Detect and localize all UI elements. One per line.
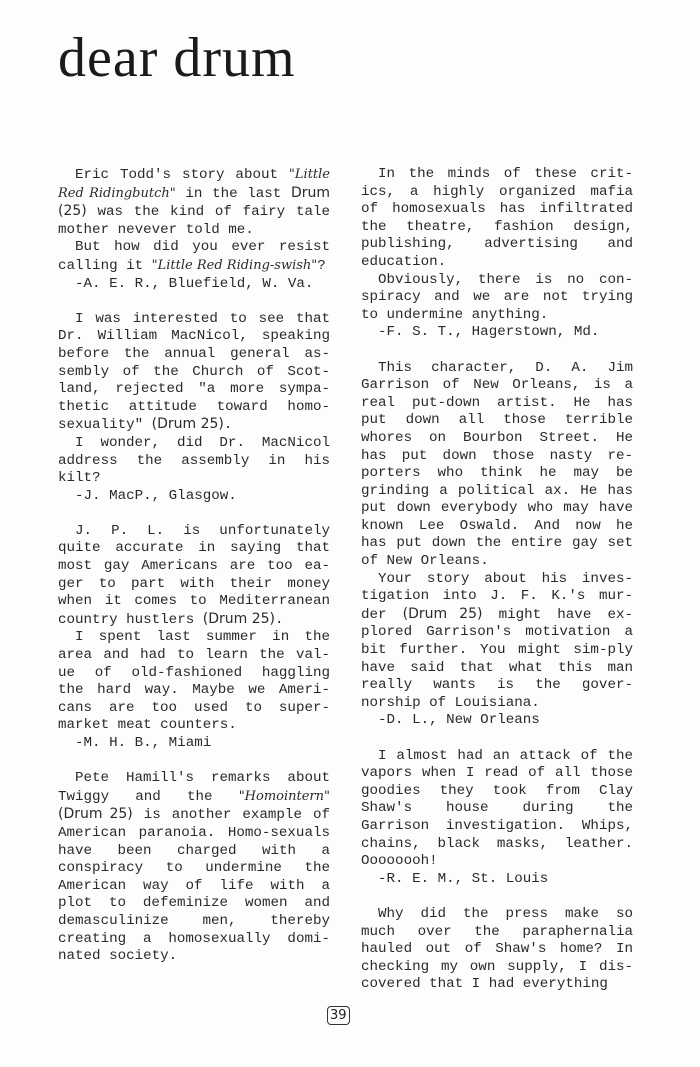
- text-run: But how did you ever resist calling it: [58, 239, 330, 274]
- letter-signature: -R. E. M., St. Louis: [378, 870, 549, 887]
- letter: [361, 906, 633, 994]
- page-title: dear drum: [58, 27, 296, 89]
- letter-paragraph: [58, 166, 330, 239]
- letter-signature: -J. MacP., Glasgow.: [75, 487, 237, 504]
- text-run: This character, D. A. Jim Garrison of New Orleans, is a real put-down artist. He has put down all those terrible whores on Bourbon Street. He has put down those nasty re-porters who think he may be grinding a political ax. He has put down everybody who may have known Lee Oswald. And now he has put down the entire gay set of New Orleans.: [361, 359, 633, 570]
- drum-reference: (Drum 25): [58, 806, 133, 823]
- text-run: was the kind of fairy tale mother nevever told me.: [58, 204, 330, 238]
- letter-paragraph: [58, 523, 330, 630]
- letter-paragraph: [58, 435, 330, 488]
- text-run: Eric Todd's story about: [75, 167, 289, 183]
- text-run: I was interested to see that Dr. William MacNicol, speaking before the annual general as-sembly of the Church of Scot-land, rejected "a more sympa-thetic attitude toward homo-sexuality": [58, 310, 330, 434]
- letter-paragraph: [58, 311, 330, 435]
- text-run: Why did the press make so much over the paraphernalia hauled out of Shaw's home? In checking my own supply, I dis-covered that I had everything: [361, 905, 633, 993]
- letter: [58, 166, 330, 293]
- page-number: 39: [327, 1006, 350, 1025]
- drum-reference: Drum (25): [58, 184, 331, 220]
- italic-title: "Little Red Ridingbutch": [58, 167, 330, 201]
- letter: [361, 360, 633, 730]
- letter-signature: -F. S. T., Hagerstown, Md.: [378, 324, 600, 341]
- column-left: [58, 166, 330, 966]
- letter-paragraph: [361, 748, 633, 871]
- letter-paragraph: [361, 906, 633, 994]
- text-run: in the last: [175, 185, 291, 202]
- text-run: ?: [317, 257, 326, 274]
- letter-paragraph: [361, 360, 633, 571]
- letter-paragraph: [58, 239, 330, 275]
- letter: [58, 311, 330, 506]
- text-run: .: [223, 417, 233, 434]
- text-run: is another example of American paranoia. Homo-sexuals have been charged with a conspiracy to undermine the American way of life with a plot to defeminize women and demasculinize men, thereby creating a homosexually domi-nated society.: [58, 807, 330, 965]
- text-run: Obviously, there is no con-spiracy and we are not trying to undermine anything.: [361, 271, 633, 323]
- italic-title: "Homointern": [238, 788, 330, 804]
- column-right: [361, 166, 633, 1012]
- letter-paragraph: [361, 166, 633, 272]
- drum-reference: (Drum 25): [151, 416, 224, 433]
- text-run: In the minds of these crit-ics, a highly organized mafia of homosexuals has infiltrated the theatre, fashion design, publishing, advertising and education.: [361, 166, 633, 270]
- text-run: I almost had an attack of the vapors when I read of all those goodies they took from Clay Shaw's house during the Garrison investigation. Whips, chains, black masks, leather. Oooooooh!: [361, 747, 633, 870]
- drum-reference: (Drum 25): [202, 610, 275, 627]
- letter-signature: -A. E. R., Bluefield, W. Va.: [75, 275, 314, 292]
- letter-signature: -D. L., New Orleans: [378, 712, 540, 729]
- letter: [361, 166, 633, 342]
- letter-paragraph: [361, 571, 633, 713]
- text-run: I spent last summer in the area and had to learn the val-ue of old-fashioned haggling the hard way. Maybe we Ameri-cans are too used to super-market meat counters.: [58, 629, 330, 734]
- drum-reference: (Drum 25): [402, 605, 483, 622]
- letter-paragraph: [58, 629, 330, 735]
- text-run: Your story about his inves-tigation into J. F. K.'s mur-der: [361, 570, 633, 623]
- text-run: might have ex-plored Garrison's motivation a bit further. You might sim-ply have said that what this man really wants is the gover-norship of Louisiana.: [361, 606, 633, 711]
- letter-paragraph: [58, 770, 330, 966]
- text-run: I wonder, did Dr. MacNicol address the assembly in his kilt?: [58, 434, 330, 487]
- letter-signature: -M. H. B., Miami: [75, 735, 212, 751]
- italic-title: "Little Red Riding-swish": [151, 257, 318, 273]
- letter: [361, 748, 633, 889]
- text-run: J. P. L. is unfortunately quite accurate in saying that most gay Americans are too ea-ger to part with their money when it comes to Mediterranean country hustlers: [58, 522, 330, 628]
- text-run: .: [275, 611, 284, 628]
- text-run: Pete Hamill's remarks about Twiggy and the: [58, 770, 330, 805]
- letter: [58, 523, 330, 753]
- letter: [58, 770, 330, 966]
- letter-paragraph: [361, 272, 633, 325]
